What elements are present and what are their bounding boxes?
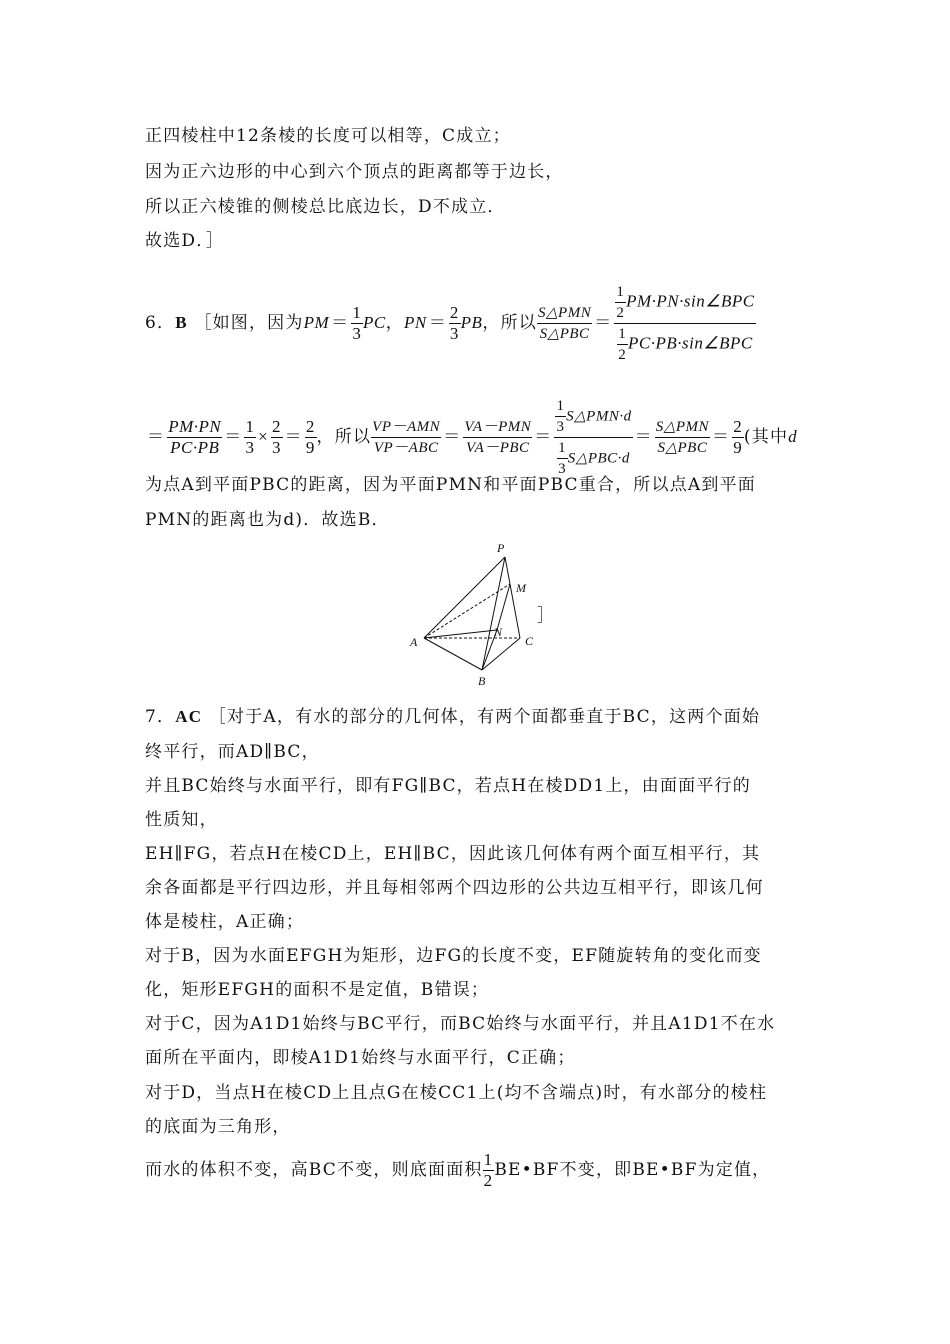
label-C: C [525, 634, 534, 648]
edge-AB [424, 638, 482, 670]
q7-line-1: 7．AC ［对于A，有水的部分的几何体，有两个面都垂直于BC，这两个面始 [145, 707, 761, 727]
fraction-two-thirds: $\frac{2}{3}$ [449, 303, 460, 343]
q7-line-9: 化，矩形EFGH的面积不是定值，B错误； [145, 980, 490, 1000]
q7-line-5: EH∥FG，若点H在棱CD上，EH∥BC，因此该几何体有两个面互相平行，其 [145, 844, 761, 864]
text-line-2: 因为正六边形的中心到六个顶点的距离都等于边长， [145, 162, 564, 182]
text-line-1: 正四棱柱中12条棱的长度可以相等，C成立； [145, 126, 511, 146]
q7-line-7: 体是棱柱，A正确； [145, 912, 305, 932]
edge-PC [505, 557, 520, 638]
label-A: A [410, 635, 418, 649]
fraction-volume-third: $\frac{1}{3}$ S△PMN·d $\frac{1}{3}$ S△PBC·d [556, 398, 632, 477]
label-B: B [478, 674, 486, 688]
q6-number: 6． [145, 313, 176, 333]
q6-line-1: 6．B ［如图，因为PM ＝ $\frac{1}{3}$ PC，PN ＝ $\frac{2}{3}$ PB，所以 $\frac{\text{S△PMN}}{\text{S△PBC}}$ ＝ $\frac{1}{2}$ PM·PN·sin∠BPC $\frac{1}{2}$ PC·PB·sin∠BPC [145, 284, 755, 363]
fraction-product-ratio: $\frac{PM\cdot PN}{PC\cdot PB}$ [168, 417, 222, 457]
fraction-volume-ratio-2: $\frac{\text{VA－PMN}}{\text{VA－PBC}}$ [464, 419, 532, 456]
q7-line-4: 性质知， [145, 810, 218, 830]
q6-intro: ［如图，因为 [194, 313, 304, 333]
q6-line-2: ＝ $\frac{PM\cdot PN}{PC\cdot PB}$ ＝ $\frac{1}{3}$ × $\frac{2}{3}$ ＝ $\frac{2}{9}$ ，所以 $\frac{\text{VP－AMN}}{\text{VP－ABC}}$ ＝ $\frac{\text{VA－PMN}}{\text{VA－PBC}}$ ＝ $\frac{1}{3}$ S△PMN·d $\frac{1}{3}$ S△PBC·d ＝ $\frac{\text{S△PMN}}{\text{S△PBC}}$ ＝ $\frac{2}{9}$ (其中d [147, 398, 798, 477]
label-P: P [497, 541, 505, 555]
fraction-sine-area: $\frac{1}{2}$ PM·PN·sin∠BPC $\frac{1}{2}$ PC·PB·sin∠BPC [616, 284, 755, 363]
q6-bracket-close: ］ [537, 606, 556, 626]
edge-PA [424, 557, 505, 638]
fraction-one-half: $\frac{1}{2}$ [483, 1150, 494, 1190]
q7-line-12: 对于D，当点H在棱CD上且点G在棱CC1上(均不含端点)时，有水部分的棱柱 [145, 1083, 768, 1103]
edge-MN [497, 584, 510, 630]
label-M: M [516, 581, 526, 595]
fraction-one-third: $\frac{1}{3}$ [352, 303, 363, 343]
q7-line-14: 而水的体积不变，高BC不变，则底面面积 $\frac{1}{2}$ BE•BF不变，即BE•BF为定值， [145, 1150, 771, 1190]
q7-line-11: 面所在平面内，即棱A1D1始终与水面平行，C正确； [145, 1048, 576, 1068]
fraction-area-ratio-2: $\frac{\text{S△PMN}}{\text{S△PBC}}$ [655, 419, 709, 456]
fraction-area-ratio: $\frac{\text{S△PMN}}{\text{S△PBC}}$ [538, 305, 592, 342]
q6-line-3: 为点A到平面PBC的距离，因为平面PMN和平面PBC重合，所以点A到平面 [145, 475, 756, 495]
q6-answer: B [175, 313, 188, 332]
q7-line-13: 的底面为三角形， [145, 1117, 291, 1137]
label-N: N [494, 625, 503, 639]
fraction-volume-ratio-1: $\frac{\text{VP－AMN}}{\text{VP－ABC}}$ [372, 419, 441, 456]
text-line-3: 所以正六棱锥的侧棱总比底边长，D不成立． [145, 197, 506, 217]
q7-line-6: 余各面都是平行四边形，并且每相邻两个四边形的公共边互相平行，即该几何 [145, 878, 764, 898]
q7-line-10: 对于C，因为A1D1始终与BC平行，而BC始终与水面平行，并且A1D1不在水 [145, 1014, 776, 1034]
q7-answer: AC [175, 707, 203, 726]
tetrahedron-figure [400, 535, 560, 690]
fraction-two-ninths: $\frac{2}{9}$ [305, 417, 316, 457]
q7-line-3: 并且BC始终与水面平行，即有FG∥BC，若点H在棱DD1上，由面面平行的 [145, 776, 751, 796]
text-line-4: 故选D．］ [145, 231, 225, 251]
q7-line-2: 终平行，而AD∥BC， [145, 742, 320, 762]
q7-line-8: 对于B，因为水面EFGH为矩形，边FG的长度不变，EF随旋转角的变化而变 [145, 946, 762, 966]
q6-line-4: PMN的距离也为d)．故选B． [145, 510, 390, 530]
